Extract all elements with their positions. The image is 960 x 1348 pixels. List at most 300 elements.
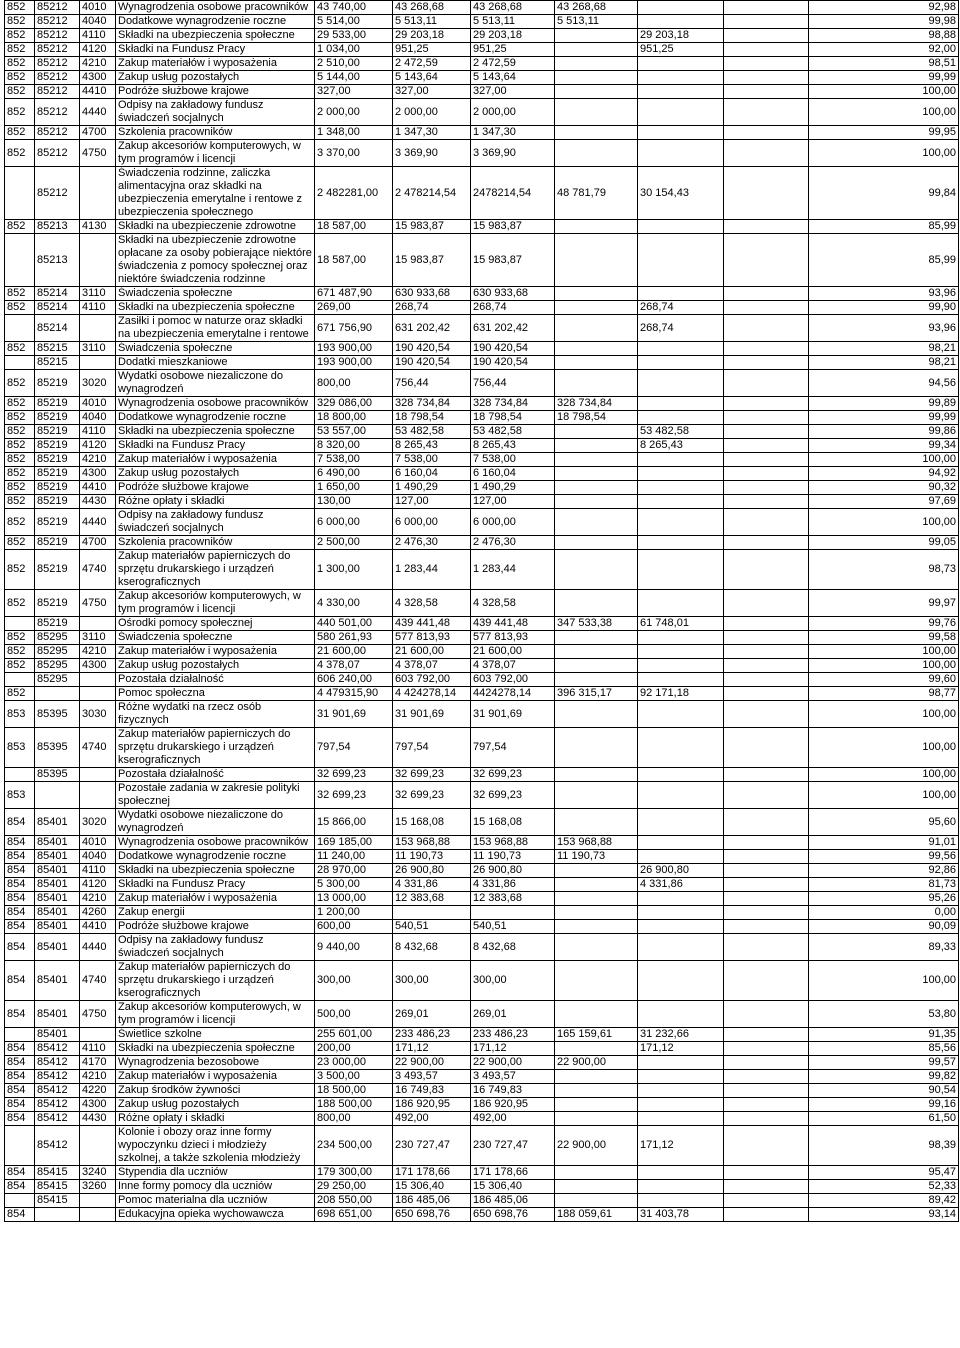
cell-wynagrodzenia	[555, 126, 638, 140]
cell-wynagrodzenia	[555, 356, 638, 370]
cell-rozdzial: 85412	[35, 1084, 80, 1098]
cell-dotacje	[724, 85, 809, 99]
cell-skladki	[638, 453, 724, 467]
cell-wynagrodzenia	[555, 878, 638, 892]
cell-procent: 100,00	[809, 728, 959, 768]
cell-plan: 1 300,00	[315, 550, 393, 590]
cell-paragraf: 4410	[80, 481, 116, 495]
cell-nazwa: Składki na ubezpieczenia społeczne	[116, 864, 315, 878]
cell-procent: 94,56	[809, 370, 959, 397]
cell-wydatki-biezace: 190 420,54	[471, 342, 555, 356]
cell-dotacje	[724, 920, 809, 934]
table-row	[5, 29, 959, 43]
cell-rozdzial: 85212	[35, 43, 80, 57]
cell-wydatki-biezace: 186 485,06	[471, 1194, 555, 1208]
cell-dotacje	[724, 850, 809, 864]
cell-dotacje	[724, 701, 809, 728]
cell-dotacje	[724, 1166, 809, 1180]
cell-dotacje	[724, 301, 809, 315]
cell-wydatki-biezace: 492,00	[471, 1112, 555, 1126]
cell-wykonanie: 6 160,04	[393, 467, 471, 481]
cell-rozdzial: 85214	[35, 315, 80, 342]
table-row	[5, 140, 959, 167]
cell-dotacje	[724, 536, 809, 550]
cell-rozdzial: 85415	[35, 1180, 80, 1194]
cell-plan: 53 557,00	[315, 425, 393, 439]
cell-wykonanie: 3 369,90	[393, 140, 471, 167]
cell-dotacje	[724, 1028, 809, 1042]
cell-plan: 193 900,00	[315, 342, 393, 356]
cell-skladki	[638, 1098, 724, 1112]
cell-plan: 1 034,00	[315, 43, 393, 57]
cell-procent: 98,77	[809, 687, 959, 701]
cell-skladki	[638, 550, 724, 590]
cell-wynagrodzenia	[555, 425, 638, 439]
cell-dzial: 854	[5, 1084, 35, 1098]
cell-nazwa: Pozostała działalność	[116, 673, 315, 687]
cell-skladki	[638, 728, 724, 768]
cell-wydatki-biezace: 328 734,84	[471, 397, 555, 411]
cell-nazwa: Podróże służbowe krajowe	[116, 481, 315, 495]
cell-dzial: 853	[5, 728, 35, 768]
cell-nazwa: Szkolenia pracowników	[116, 126, 315, 140]
cell-paragraf: 4120	[80, 878, 116, 892]
cell-skladki	[638, 356, 724, 370]
cell-wynagrodzenia: 5 513,11	[555, 15, 638, 29]
cell-procent: 92,98	[809, 1, 959, 15]
cell-paragraf: 4300	[80, 659, 116, 673]
cell-dotacje	[724, 220, 809, 234]
cell-paragraf: 4210	[80, 892, 116, 906]
cell-wykonanie: 8 432,68	[393, 934, 471, 961]
cell-wykonanie: 951,25	[393, 43, 471, 57]
cell-dzial: 852	[5, 370, 35, 397]
cell-plan: 21 600,00	[315, 645, 393, 659]
cell-procent: 93,96	[809, 315, 959, 342]
cell-dotacje	[724, 836, 809, 850]
cell-dotacje	[724, 126, 809, 140]
cell-dotacje	[724, 439, 809, 453]
cell-plan: 327,00	[315, 85, 393, 99]
cell-dzial: 854	[5, 1070, 35, 1084]
cell-wydatki-biezace: 32 699,23	[471, 768, 555, 782]
cell-paragraf	[80, 673, 116, 687]
table-row	[5, 1070, 959, 1084]
cell-skladki	[638, 673, 724, 687]
cell-procent: 94,92	[809, 467, 959, 481]
cell-skladki	[638, 961, 724, 1001]
cell-plan: 255 601,00	[315, 1028, 393, 1042]
cell-wydatki-biezace: 233 486,23	[471, 1028, 555, 1042]
cell-rozdzial: 85295	[35, 631, 80, 645]
cell-wykonanie: 153 968,88	[393, 836, 471, 850]
cell-plan: 234 500,00	[315, 1126, 393, 1166]
cell-wydatki-biezace: 32 699,23	[471, 782, 555, 809]
cell-rozdzial: 85212	[35, 15, 80, 29]
cell-nazwa: Świadczenia społeczne	[116, 631, 315, 645]
cell-wydatki-biezace: 327,00	[471, 85, 555, 99]
cell-skladki: 4 331,86	[638, 878, 724, 892]
cell-nazwa: Składki na ubezpieczenie zdrowotne	[116, 220, 315, 234]
cell-wydatki-biezace: 951,25	[471, 43, 555, 57]
cell-wydatki-biezace: 29 203,18	[471, 29, 555, 43]
cell-dotacje	[724, 411, 809, 425]
cell-skladki: 171,12	[638, 1126, 724, 1166]
table-row	[5, 57, 959, 71]
cell-procent: 99,95	[809, 126, 959, 140]
cell-skladki: 29 203,18	[638, 29, 724, 43]
cell-plan: 698 651,00	[315, 1208, 393, 1222]
cell-wydatki-biezace: 2 000,00	[471, 99, 555, 126]
cell-nazwa: Odpisy na zakładowy fundusz świadczeń socjalnych	[116, 509, 315, 536]
cell-nazwa: Zakup akcesoriów komputerowych, w tym programów i licencji	[116, 140, 315, 167]
cell-skladki: 61 748,01	[638, 617, 724, 631]
table-row	[5, 631, 959, 645]
cell-skladki	[638, 57, 724, 71]
table-row	[5, 425, 959, 439]
cell-nazwa: Inne formy pomocy dla uczniów	[116, 1180, 315, 1194]
cell-plan: 671 756,90	[315, 315, 393, 342]
cell-skladki: 31 232,66	[638, 1028, 724, 1042]
cell-dzial: 852	[5, 453, 35, 467]
cell-wynagrodzenia	[555, 728, 638, 768]
cell-plan: 169 185,00	[315, 836, 393, 850]
cell-procent: 100,00	[809, 509, 959, 536]
cell-wydatki-biezace: 797,54	[471, 728, 555, 768]
cell-procent: 100,00	[809, 659, 959, 673]
cell-nazwa: Pomoc materialna dla uczniów	[116, 1194, 315, 1208]
cell-dzial: 852	[5, 536, 35, 550]
cell-skladki	[638, 287, 724, 301]
cell-dotacje	[724, 687, 809, 701]
cell-rozdzial: 85412	[35, 1056, 80, 1070]
cell-nazwa: Wynagrodzenia bezosobowe	[116, 1056, 315, 1070]
cell-wynagrodzenia	[555, 439, 638, 453]
cell-wydatki-biezace: 577 813,93	[471, 631, 555, 645]
cell-procent: 100,00	[809, 961, 959, 1001]
cell-rozdzial: 85401	[35, 961, 80, 1001]
cell-wykonanie: 5 143,64	[393, 71, 471, 85]
cell-dzial: 852	[5, 397, 35, 411]
table-row	[5, 85, 959, 99]
table-row	[5, 287, 959, 301]
cell-nazwa: Zakup materiałów papierniczych do sprzętu drukarskiego i urządzeń kserograficznych	[116, 550, 315, 590]
table-row	[5, 920, 959, 934]
cell-wynagrodzenia	[555, 495, 638, 509]
cell-plan: 4 330,00	[315, 590, 393, 617]
cell-plan: 208 550,00	[315, 1194, 393, 1208]
cell-paragraf: 3110	[80, 287, 116, 301]
cell-nazwa: Ośrodki pomocy społecznej	[116, 617, 315, 631]
cell-wynagrodzenia	[555, 453, 638, 467]
table-row	[5, 768, 959, 782]
cell-dotacje	[724, 1112, 809, 1126]
cell-plan: 300,00	[315, 961, 393, 1001]
cell-skladki	[638, 342, 724, 356]
cell-procent: 91,35	[809, 1028, 959, 1042]
cell-wydatki-biezace: 5 143,64	[471, 71, 555, 85]
cell-dotacje	[724, 71, 809, 85]
cell-dzial: 853	[5, 782, 35, 809]
cell-dzial: 852	[5, 220, 35, 234]
cell-paragraf: 4040	[80, 411, 116, 425]
cell-skladki: 171,12	[638, 1042, 724, 1056]
table-row	[5, 439, 959, 453]
cell-nazwa: Wynagrodzenia osobowe pracowników	[116, 397, 315, 411]
cell-rozdzial: 85219	[35, 536, 80, 550]
cell-dzial: 852	[5, 411, 35, 425]
cell-wynagrodzenia	[555, 99, 638, 126]
table-row	[5, 15, 959, 29]
table-row	[5, 892, 959, 906]
cell-paragraf: 4700	[80, 536, 116, 550]
cell-dzial	[5, 768, 35, 782]
cell-dzial: 854	[5, 878, 35, 892]
cell-dzial: 852	[5, 43, 35, 57]
cell-procent: 53,80	[809, 1001, 959, 1028]
table-row	[5, 315, 959, 342]
cell-nazwa: Składki na Fundusz Pracy	[116, 878, 315, 892]
cell-wynagrodzenia	[555, 71, 638, 85]
cell-wykonanie: 53 482,58	[393, 425, 471, 439]
cell-wydatki-biezace: 2 476,30	[471, 536, 555, 550]
cell-dzial: 852	[5, 1, 35, 15]
cell-paragraf: 4170	[80, 1056, 116, 1070]
cell-wydatki-biezace: 12 383,68	[471, 892, 555, 906]
cell-plan: 606 240,00	[315, 673, 393, 687]
cell-wykonanie: 171,12	[393, 1042, 471, 1056]
table-row	[5, 687, 959, 701]
cell-procent: 52,33	[809, 1180, 959, 1194]
cell-paragraf: 4110	[80, 425, 116, 439]
cell-wydatki-biezace: 3 493,57	[471, 1070, 555, 1084]
cell-plan: 193 900,00	[315, 356, 393, 370]
cell-dotacje	[724, 99, 809, 126]
cell-rozdzial: 85219	[35, 495, 80, 509]
cell-nazwa: Zakup usług pozostałych	[116, 467, 315, 481]
cell-rozdzial: 85219	[35, 467, 80, 481]
cell-wydatki-biezace: 11 190,73	[471, 850, 555, 864]
cell-procent: 98,73	[809, 550, 959, 590]
cell-skladki	[638, 234, 724, 287]
cell-wykonanie: 1 283,44	[393, 550, 471, 590]
cell-skladki: 92 171,18	[638, 687, 724, 701]
cell-wynagrodzenia	[555, 509, 638, 536]
cell-dotacje	[724, 782, 809, 809]
cell-paragraf: 3110	[80, 342, 116, 356]
cell-skladki	[638, 411, 724, 425]
cell-procent: 99,57	[809, 1056, 959, 1070]
table-row	[5, 99, 959, 126]
cell-dotacje	[724, 495, 809, 509]
cell-plan: 23 000,00	[315, 1056, 393, 1070]
table-row	[5, 1056, 959, 1070]
cell-wynagrodzenia	[555, 140, 638, 167]
cell-paragraf: 3240	[80, 1166, 116, 1180]
cell-nazwa: Zakup środków żywności	[116, 1084, 315, 1098]
cell-procent: 89,42	[809, 1194, 959, 1208]
cell-wykonanie: 31 901,69	[393, 701, 471, 728]
cell-wynagrodzenia: 22 900,00	[555, 1056, 638, 1070]
cell-plan: 797,54	[315, 728, 393, 768]
cell-nazwa: Dodatkowe wynagrodzenie roczne	[116, 411, 315, 425]
cell-paragraf: 4440	[80, 934, 116, 961]
cell-wykonanie: 171 178,66	[393, 1166, 471, 1180]
cell-plan: 31 901,69	[315, 701, 393, 728]
cell-rozdzial: 85415	[35, 1194, 80, 1208]
cell-dzial: 854	[5, 906, 35, 920]
cell-paragraf: 4040	[80, 15, 116, 29]
cell-rozdzial: 85214	[35, 287, 80, 301]
cell-wykonanie: 8 265,43	[393, 439, 471, 453]
cell-procent: 90,54	[809, 1084, 959, 1098]
cell-dotacje	[724, 934, 809, 961]
cell-plan: 18 500,00	[315, 1084, 393, 1098]
cell-dzial: 852	[5, 126, 35, 140]
cell-wynagrodzenia	[555, 85, 638, 99]
cell-paragraf: 3110	[80, 631, 116, 645]
cell-nazwa: Pozostałe zadania w zakresie polityki społecznej	[116, 782, 315, 809]
cell-nazwa: Stypendia dla uczniów	[116, 1166, 315, 1180]
cell-procent: 98,21	[809, 356, 959, 370]
cell-skladki	[638, 126, 724, 140]
cell-rozdzial: 85401	[35, 892, 80, 906]
cell-plan: 2 000,00	[315, 99, 393, 126]
cell-nazwa: Składki na ubezpieczenia społeczne	[116, 425, 315, 439]
cell-wydatki-biezace: 15 983,87	[471, 220, 555, 234]
cell-skladki	[638, 906, 724, 920]
cell-skladki: 53 482,58	[638, 425, 724, 439]
cell-dzial: 854	[5, 1042, 35, 1056]
cell-plan: 2 500,00	[315, 536, 393, 550]
cell-wykonanie: 327,00	[393, 85, 471, 99]
cell-nazwa: Zasiłki i pomoc w naturze oraz składki na ubezpieczenia emerytalne i rentowe	[116, 315, 315, 342]
cell-nazwa: Zakup materiałów i wyposażenia	[116, 57, 315, 71]
cell-wynagrodzenia	[555, 301, 638, 315]
cell-wydatki-biezace: 7 538,00	[471, 453, 555, 467]
cell-skladki	[638, 1070, 724, 1084]
cell-wynagrodzenia	[555, 43, 638, 57]
cell-wydatki-biezace: 15 983,87	[471, 234, 555, 287]
cell-procent: 61,50	[809, 1112, 959, 1126]
cell-dzial: 852	[5, 301, 35, 315]
cell-dzial: 852	[5, 57, 35, 71]
cell-wynagrodzenia	[555, 673, 638, 687]
cell-wynagrodzenia	[555, 220, 638, 234]
cell-dotacje	[724, 287, 809, 301]
cell-wynagrodzenia: 165 159,61	[555, 1028, 638, 1042]
cell-dzial: 852	[5, 99, 35, 126]
cell-skladki	[638, 71, 724, 85]
cell-procent: 100,00	[809, 99, 959, 126]
cell-wykonanie: 269,01	[393, 1001, 471, 1028]
cell-procent: 100,00	[809, 645, 959, 659]
cell-plan: 269,00	[315, 301, 393, 315]
cell-paragraf: 4120	[80, 43, 116, 57]
cell-nazwa: Zakup materiałów papierniczych do sprzętu drukarskiego i urządzeń kserograficznych	[116, 961, 315, 1001]
cell-wynagrodzenia	[555, 906, 638, 920]
cell-plan: 179 300,00	[315, 1166, 393, 1180]
cell-nazwa: Szkolenia pracowników	[116, 536, 315, 550]
cell-dzial	[5, 315, 35, 342]
cell-dzial: 852	[5, 467, 35, 481]
cell-procent: 100,00	[809, 768, 959, 782]
cell-nazwa: Różne opłaty i składki	[116, 1112, 315, 1126]
cell-rozdzial: 85412	[35, 1098, 80, 1112]
cell-rozdzial: 85212	[35, 126, 80, 140]
cell-skladki	[638, 809, 724, 836]
cell-wydatki-biezace: 31 901,69	[471, 701, 555, 728]
cell-paragraf	[80, 768, 116, 782]
table-row	[5, 617, 959, 631]
table-row	[5, 673, 959, 687]
cell-dotacje	[724, 315, 809, 342]
cell-nazwa: Zakup akcesoriów komputerowych, w tym programów i licencji	[116, 1001, 315, 1028]
table-row	[5, 126, 959, 140]
table-row	[5, 1166, 959, 1180]
cell-nazwa: Dodatki mieszkaniowe	[116, 356, 315, 370]
cell-nazwa: Zakup usług pozostałych	[116, 71, 315, 85]
cell-skladki	[638, 1084, 724, 1098]
cell-procent: 99,56	[809, 850, 959, 864]
cell-plan: 500,00	[315, 1001, 393, 1028]
cell-paragraf: 4430	[80, 1112, 116, 1126]
cell-wykonanie: 439 441,48	[393, 617, 471, 631]
cell-paragraf	[80, 617, 116, 631]
cell-skladki	[638, 1, 724, 15]
cell-wydatki-biezace: 650 698,76	[471, 1208, 555, 1222]
cell-dotacje	[724, 15, 809, 29]
cell-wydatki-biezace: 171 178,66	[471, 1166, 555, 1180]
cell-paragraf	[80, 782, 116, 809]
cell-wynagrodzenia	[555, 1180, 638, 1194]
cell-wydatki-biezace: 1 490,29	[471, 481, 555, 495]
cell-rozdzial: 85214	[35, 301, 80, 315]
cell-procent: 100,00	[809, 140, 959, 167]
cell-procent: 85,99	[809, 234, 959, 287]
cell-wykonanie: 4 378,07	[393, 659, 471, 673]
cell-wydatki-biezace: 269,01	[471, 1001, 555, 1028]
cell-procent: 100,00	[809, 701, 959, 728]
cell-wynagrodzenia: 22 900,00	[555, 1126, 638, 1166]
cell-dzial: 854	[5, 836, 35, 850]
table-row	[5, 864, 959, 878]
cell-dotacje	[724, 645, 809, 659]
table-row	[5, 1, 959, 15]
cell-dzial	[5, 1194, 35, 1208]
cell-dzial: 854	[5, 809, 35, 836]
cell-wynagrodzenia: 48 781,79	[555, 167, 638, 220]
cell-wykonanie: 190 420,54	[393, 356, 471, 370]
cell-procent: 91,01	[809, 836, 959, 850]
cell-nazwa: Składki na ubezpieczenia społeczne	[116, 29, 315, 43]
table-row	[5, 509, 959, 536]
cell-nazwa: Zakup materiałów i wyposażenia	[116, 1070, 315, 1084]
cell-skladki: 268,74	[638, 315, 724, 342]
cell-plan: 2 482281,00	[315, 167, 393, 220]
cell-dotacje	[724, 342, 809, 356]
cell-wydatki-biezace: 16 749,83	[471, 1084, 555, 1098]
cell-nazwa: Zakup akcesoriów komputerowych, w tym programów i licencji	[116, 590, 315, 617]
cell-nazwa: Składki na ubezpieczenia społeczne	[116, 1042, 315, 1056]
cell-dzial: 854	[5, 1180, 35, 1194]
cell-paragraf	[80, 1194, 116, 1208]
table-row	[5, 453, 959, 467]
cell-paragraf: 3260	[80, 1180, 116, 1194]
cell-nazwa: Zakup usług pozostałych	[116, 1098, 315, 1112]
cell-wynagrodzenia	[555, 809, 638, 836]
cell-rozdzial: 85219	[35, 509, 80, 536]
